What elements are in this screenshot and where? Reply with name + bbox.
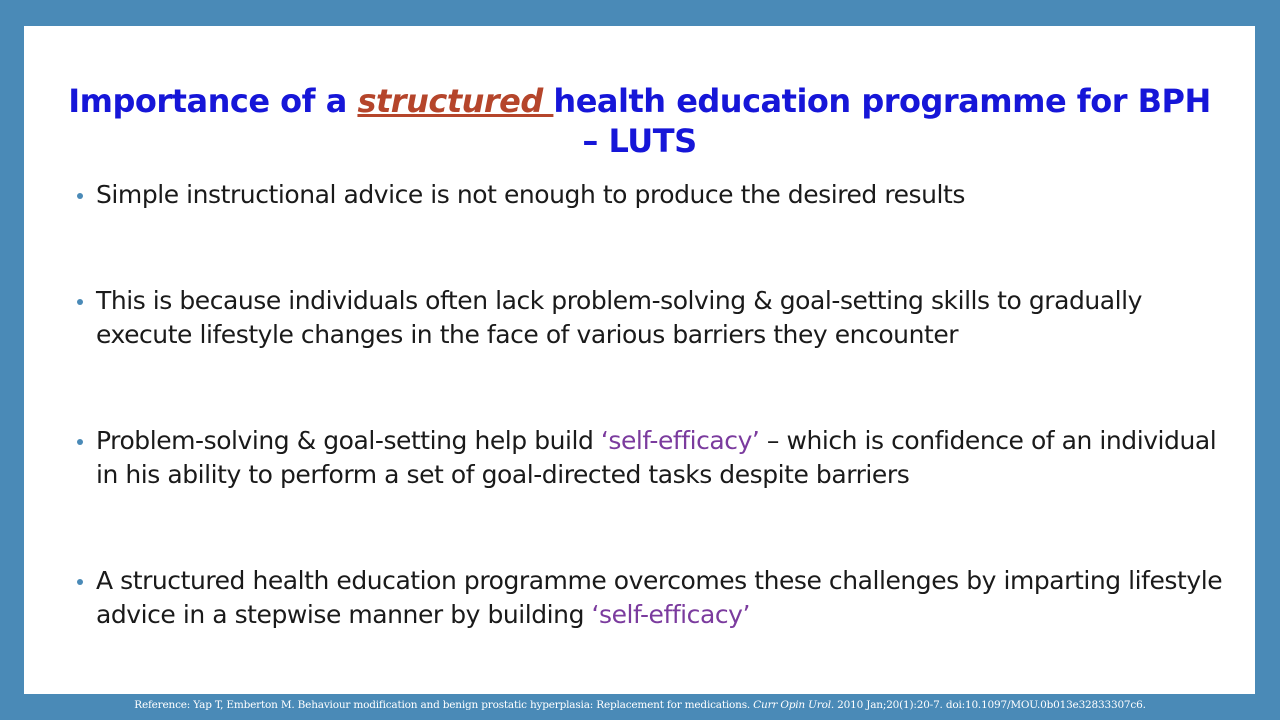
bullet-text-4-before: A structured health education programme overcomes these challenges by imparting lifestyle advice in a stepwise manner by building (96, 566, 1223, 629)
bullet-item-2 (76, 284, 1236, 352)
reference-footer (0, 697, 1280, 713)
self-efficacy-highlight: ‘self-efficacy’ (600, 426, 760, 455)
title-emphasis: structured (357, 82, 554, 121)
bullet-dot-icon (77, 299, 83, 305)
reference-citation: 2010 Jan;20(1):20-7. doi:10.1097/MOU.0b013e32833307c6. (834, 699, 1146, 711)
title-part-2: health education programme for BPH – LUTS (553, 82, 1211, 161)
bullet-item-1 (76, 178, 1236, 212)
self-efficacy-highlight: ‘self-efficacy’ (591, 600, 750, 629)
reference-journal: Curr Opin Urol. (753, 699, 835, 711)
slide-title (64, 81, 1215, 161)
bullet-dot-icon (77, 439, 83, 445)
bullet-text-2: This is because individuals often lack problem-solving & goal-setting skills to gradually execute lifestyle changes in the face of various barriers they encounter (96, 286, 1142, 349)
bullet-text-3-before: Problem-solving & goal-setting help build (96, 426, 601, 455)
bullet-item-4 (76, 564, 1236, 632)
title-part-1: Importance of a (68, 82, 358, 121)
slide-canvas (24, 26, 1255, 694)
bullet-item-3 (76, 424, 1236, 492)
bullet-text-3-after: – which is confidence of an individual in his ability to perform a set of goal-directed tasks despite barriers (96, 426, 1217, 489)
bullet-text-1: Simple instructional advice is not enough to produce the desired results (96, 180, 965, 209)
bullet-dot-icon (77, 579, 83, 585)
bullet-dot-icon (77, 193, 83, 199)
bullet-list (76, 178, 1236, 632)
reference-text: Reference: Yap T, Emberton M. Behaviour modification and benign prostatic hyperplasia: Replacement for medications. (134, 699, 754, 711)
